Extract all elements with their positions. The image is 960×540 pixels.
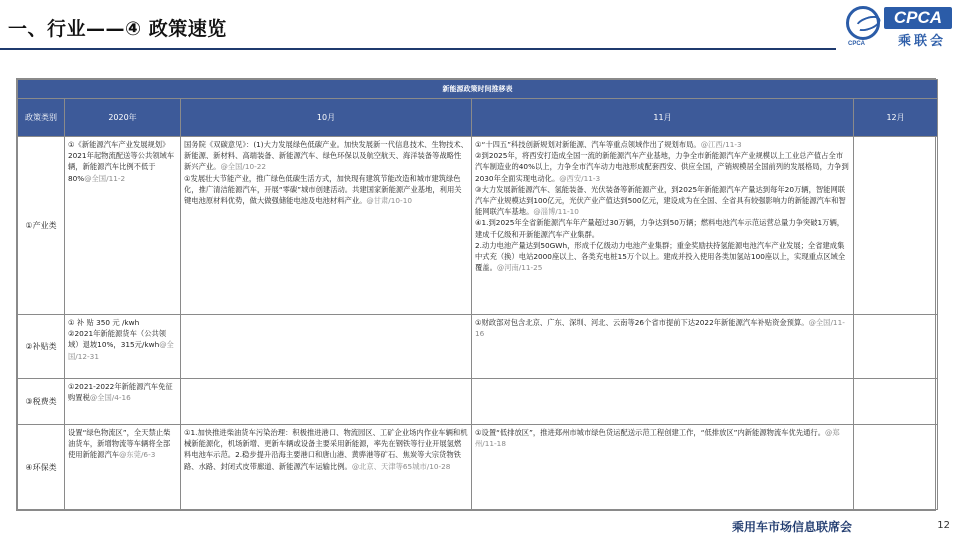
- policy-table-container: [16, 78, 936, 511]
- logo-text-en: CPCA: [884, 7, 952, 29]
- policy-entry: [184, 139, 468, 173]
- cell-dec: [854, 379, 938, 425]
- cell-nov: [472, 315, 854, 379]
- page-number: 12: [937, 520, 950, 531]
- logo-text-cn: 乘联会: [898, 34, 947, 49]
- row-category: ③税费类: [18, 379, 65, 425]
- row-category: ④环保类: [18, 425, 65, 510]
- table-row: [18, 315, 938, 379]
- policy-source: @全国/4-16: [89, 393, 131, 403]
- footer-org-name: 乘用车市场信息联席会: [731, 520, 852, 534]
- policy-text: ②到2025年，将西安打造成全国一流的新能源汽车产业基地，力争全市新能源汽车产业规模以上工业总产值占全市汽车制造业的40%以上，力争全市汽车动力电池形成配套西安、供应全国，产销规模居全国前列的发展格局，力争到2030年全面实现电动化。: [475, 151, 849, 183]
- cell-oct: [181, 315, 472, 379]
- policy-text: ①“十四五”科技创新规划对新能源、汽车等重点领域作出了规划布局。: [475, 140, 701, 149]
- cell-oct: [181, 379, 472, 425]
- cell-2020: [65, 137, 181, 315]
- policy-source: @全国/10-22: [220, 162, 267, 172]
- policy-source: @东莞/6-3: [119, 450, 156, 460]
- row-category: ②补贴类: [18, 315, 65, 379]
- logo-subtext: CPCA: [848, 41, 866, 47]
- policy-text: ①《新能源汽车产业发展规划》2021年起物流配送等公共领域车辆，新能源汽车比例不低于80%: [68, 140, 175, 183]
- header-2020: 2020年: [65, 99, 181, 137]
- policy-entry: [184, 173, 468, 207]
- cell-nov: [472, 379, 854, 425]
- cell-oct: [181, 425, 472, 510]
- policy-entry: [68, 317, 177, 328]
- cell-2020: [65, 425, 181, 510]
- cell-dec: [854, 137, 938, 315]
- cpca-logo: [846, 4, 956, 48]
- policy-entry: [184, 427, 468, 472]
- page-title: 一、行业——④ 政策速览: [8, 18, 227, 40]
- policy-source: @郑州/11-18: [475, 428, 840, 449]
- table-banner: 新能源政策时间推移表: [18, 80, 938, 99]
- policy-entry: [475, 427, 850, 449]
- cell-nov: [472, 425, 854, 510]
- row-category: ①产业类: [18, 137, 65, 315]
- policy-source: @河南/11-25: [496, 263, 543, 273]
- table-row: [18, 425, 938, 510]
- policy-source: @全国/11-2: [84, 173, 126, 183]
- policy-source: @全国/11-16: [475, 318, 845, 339]
- table-body: [18, 137, 938, 510]
- policy-entry: [475, 240, 850, 274]
- table-row: [18, 137, 938, 315]
- policy-timeline-table: [17, 79, 938, 510]
- policy-source: @西安/11-3: [559, 173, 601, 183]
- cell-2020: [65, 379, 181, 425]
- policy-text: ①2021-2022年新能源汽车免征购置税: [68, 382, 173, 403]
- policy-entry: [475, 139, 850, 150]
- header-category: 政策类别: [18, 99, 65, 137]
- policy-text: ②2021年新能源货车（公共领域）退坡10%，315元/kwh: [68, 329, 167, 350]
- policy-source: @江西/11-3: [700, 140, 742, 149]
- cpca-logo-icon: [846, 6, 880, 40]
- cell-2020: [65, 315, 181, 379]
- policy-text: ①财政部对包含北京、广东、深圳、河北、云南等26个省市提前下达2022年新能源汽车补贴资金预算。: [475, 318, 809, 327]
- policy-source: @淄博/11-10: [533, 207, 579, 217]
- header-nov: 11月: [472, 99, 854, 137]
- cell-dec: [854, 315, 938, 379]
- policy-entry: [475, 150, 850, 184]
- policy-text: 设置“绿色物流区”，全天禁止柴油货车，新增物流等车辆将全部使用新能源汽车: [68, 428, 171, 460]
- policy-entry: [68, 139, 177, 184]
- policy-text: ① 补 贴 350 元 /kwh: [68, 318, 140, 327]
- policy-entry: [475, 184, 850, 218]
- table-row: [18, 379, 938, 425]
- policy-source: @北京、天津等65城市/10-28: [351, 461, 451, 471]
- policy-entry: [68, 328, 177, 362]
- cell-oct: [181, 137, 472, 315]
- policy-source: @全国/12-31: [68, 340, 174, 361]
- policy-text: ①设置“低排放区”，推进郑州市城市绿色货运配送示范工程创建工作，“低排放区”内新能源物流车优先通行。: [475, 428, 826, 437]
- policy-source: @甘肃/10-10: [366, 196, 412, 206]
- policy-entry: [68, 381, 177, 403]
- policy-entry: [475, 317, 850, 339]
- policy-text: ④1.到2025年全省新能源汽车年产量超过30万辆，力争达到50万辆；燃料电池汽车示范运营总量力争突破1万辆，建成千亿级和开新能源汽车产业集群。: [475, 218, 845, 239]
- header-oct: 10月: [181, 99, 472, 137]
- cell-nov: [472, 137, 854, 315]
- policy-entry: [68, 427, 177, 461]
- cell-dec: [854, 425, 938, 510]
- policy-text: 国务院《双碳意见》：(1)大力发展绿色低碳产业。加快发展新一代信息技术、生物技术、新能源、新材料、高端装备、新能源汽车、绿色环保以及航空航天、海洋装备等战略性新兴产业。: [184, 140, 468, 172]
- policy-entry: [475, 217, 850, 239]
- policy-text: ①1.加快推进柴油货车污染治理：积极推进港口、物流园区、工矿企业场内作业车辆和机械新能源化，机场新增、更新车辆或设备主要采用新能源，率先在钢铁等行业开展氢燃料电池车示范。2.稳步提升沿海主要港口和唐山港、黄骅港等矿石、焦炭等大宗货物铁路、水路、封闭式皮带廊道、新能源汽车运输比例。: [184, 428, 468, 471]
- policy-text: ③大力发展新能源汽车、氢能装备、光伏装备等新能源产业，到2025年新能源汽车产量达到每年20万辆，智能网联汽车产业规模达到100亿元，光伏产业产值达到500亿元，建设成为在全国、全省具有较强影响力的新能源汽车和智能网联汽车基地。: [475, 184, 846, 217]
- policy-text: ①发展壮大节能产业，推广绿色低碳生活方式，加快现有建筑节能改造和城市建筑绿色化，推广清洁能源汽车，开展“零碳”城市创建活动。共建国家新能源产业基地，利用关键电池原材料优势，做大做强储能电池及电池材料产业。: [184, 173, 462, 206]
- header-dec: 12月: [854, 99, 938, 137]
- policy-text: 2.动力电池产量达到50GWh，形成千亿级动力电池产业集群；重金奖励扶持氢能源电池汽车产业发展；全省建成集中式充（换）电站2000座以上、各类充电桩15万个以上。建成并投入使用各类加氢站100座以上，实现重点区域全覆盖。: [475, 240, 846, 273]
- title-divider: [0, 48, 836, 50]
